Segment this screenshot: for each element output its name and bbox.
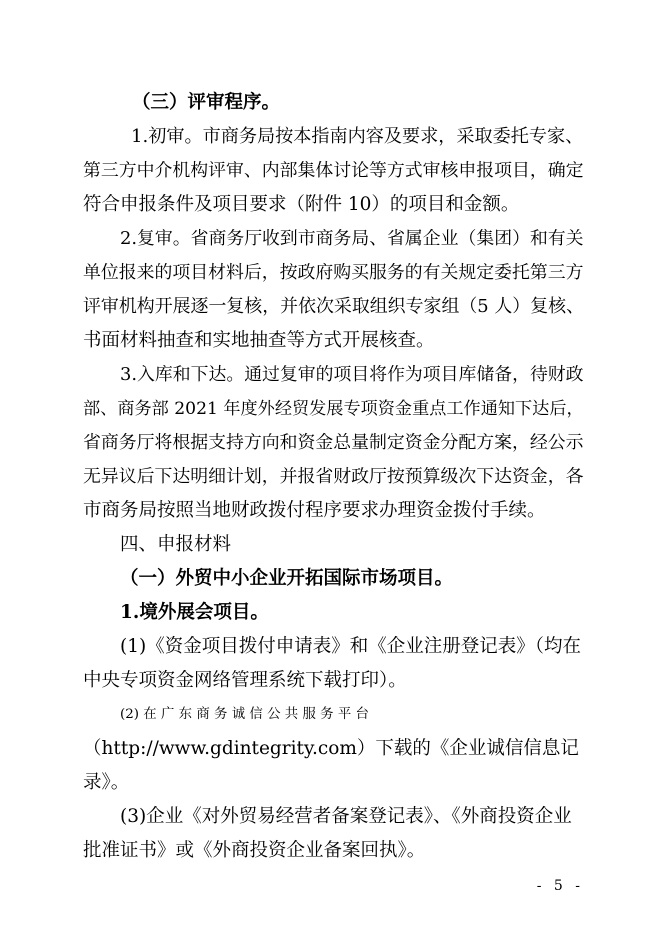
- paragraph-line: 中央专项资金网络管理系统下载打印）。: [83, 670, 407, 691]
- paragraph-line: 批准证书》或《外商投资企业备案回执》。: [83, 840, 426, 861]
- subsection-heading-foreign-trade-sme: （一）外贸中小企业开拓国际市场项目。: [120, 568, 454, 589]
- paragraph-line: (1)《资金项目拨付申请表》和《企业注册登记表》（均在: [120, 636, 581, 657]
- paragraph-line-url: （http://www.gdintegrity.com）下载的《企业诚信信息记: [83, 738, 579, 759]
- paragraph-line: 市商务局按照当地财政拨付程序要求办理资金拨付手续。: [83, 500, 546, 521]
- paragraph-line: 1.初审。市商务局按本指南内容及要求，采取委托专家、: [131, 126, 584, 147]
- paragraph-line: 符合申报条件及项目要求（附件 10）的项目和金额。: [83, 194, 520, 215]
- paragraph-line: 省商务厅将根据支持方向和资金总量制定资金分配方案，经公示: [83, 432, 584, 453]
- paragraph-line: 录》。: [83, 772, 130, 793]
- paragraph-line-justified: (2) 在 广 东 商 务 诚 信 公 共 服 务 平 台: [120, 707, 369, 722]
- section-heading-application-materials: 四、申报材料: [120, 534, 232, 555]
- paragraph-line: 评审机构开展逐一复核，并依次采取组织专家组（5 人）复核、: [83, 296, 584, 317]
- paragraph-line: 3.入库和下达。通过复审的项目将作为项目库储备，待财政: [120, 364, 584, 385]
- paragraph-line: 部、商务部 2021 年度外经贸发展专项资金重点工作通知下达后，: [83, 399, 584, 419]
- paragraph-line: 单位报来的项目材料后，按政府购买服务的有关规定委托第三方: [83, 262, 584, 283]
- paragraph-line: 第三方中介机构评审、内部集体讨论等方式审核申报项目，确定: [83, 160, 584, 181]
- section-heading-review-procedure: （三）评审程序。: [132, 92, 281, 113]
- page-number: - 5 -: [536, 878, 584, 894]
- paragraph-line: (3)企业《对外贸易经营者备案登记表》、《外商投资企业: [120, 806, 572, 827]
- subsection-heading-overseas-exhibition: 1.境外展会项目。: [120, 602, 269, 623]
- paragraph-line: 无异议后下达明细计划，并报省财政厅按预算级次下达资金，各: [83, 466, 584, 487]
- paragraph-line: 书面材料抽查和实地抽查等方式开展核查。: [83, 330, 435, 351]
- paragraph-line: 2.复审。省商务厅收到市商务局、省属企业（集团）和有关: [120, 228, 584, 249]
